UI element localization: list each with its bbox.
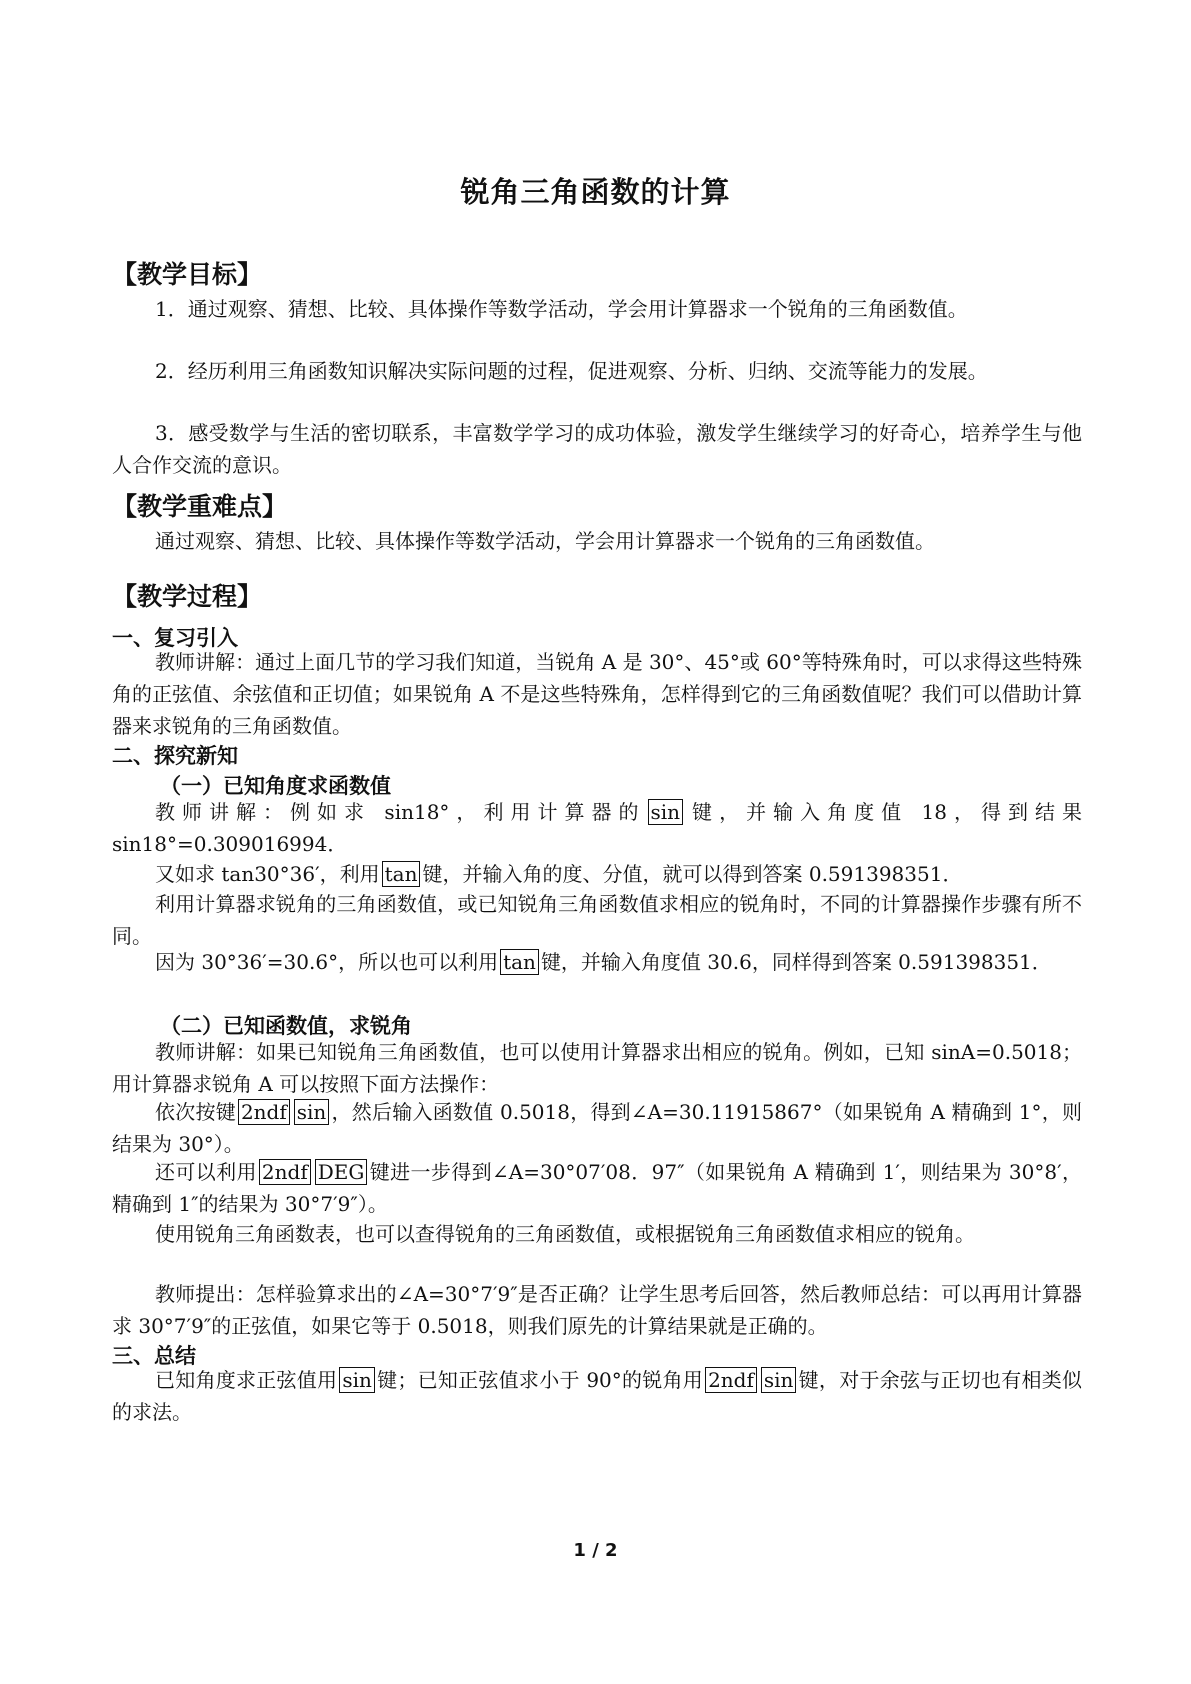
part1-text: 教师讲解：通过上面几节的学习我们知道，当锐角 A 是 30°、45°或 60°等特殊角时，可以求得这些特殊角的正弦值、余弦值和正切值；如果锐角 A 不是这些特殊角，怎样得到它的三角函数值呢？我们可以借助计算器来求锐角的三角函数值。 bbox=[112, 650, 1082, 738]
sub2-p2-text-a: 依次按键 bbox=[155, 1100, 236, 1124]
tan-key: tan bbox=[382, 861, 421, 887]
sub2-p3-text-a: 还可以利用 bbox=[155, 1160, 257, 1184]
sub2-p3-text-b: 键进一步得到∠A=30°07′08．97″（如果锐角 A 精确到 1′，则结果为 30°8′，精确到 1″的结果为 30°7′9″）。 bbox=[112, 1160, 1082, 1216]
sin-key: sin bbox=[648, 799, 684, 825]
page-number: 1 / 2 bbox=[573, 1540, 618, 1561]
process-heading: 【教学过程】 bbox=[112, 582, 263, 611]
sub1-p2-text-a: 又如求 tan30°36′，利用 bbox=[155, 862, 380, 886]
keypoints-text: 通过观察、猜想、比较、具体操作等数学活动，学会用计算器求一个锐角的三角函数值。 bbox=[155, 529, 935, 553]
sub1-p2-text-b: 键，并输入角的度、分值，就可以得到答案 0.591398351． bbox=[422, 862, 963, 886]
sin-key: sin bbox=[339, 1367, 375, 1393]
summary-text-c: 键，对于余弦与正切也有相类似的求法。 bbox=[112, 1368, 1083, 1424]
sub2-paragraph-4: 使用锐角三角函数表，也可以查得锐角的三角函数值，或根据锐角三角函数值求相应的锐角。 bbox=[155, 1222, 975, 1246]
sub1-paragraph-2 bbox=[112, 858, 1082, 890]
keypoints-heading: 【教学重难点】 bbox=[112, 492, 288, 521]
deg-key: DEG bbox=[315, 1159, 368, 1185]
objective-item-2: 2．经历利用三角函数知识解决实际问题的过程，促进观察、分析、归纳、交流等能力的发展。 bbox=[155, 359, 988, 383]
sub2-paragraph-5: 教师提出：怎样验算求出的∠A=30°7′9″是否正确？让学生思考后回答，然后教师总结：可以再用计算器求 30°7′9″的正弦值，如果它等于 0.5018，则我们原先的计算结果就是正确的。 bbox=[112, 1282, 1082, 1338]
sub2-p2-text-b: ，然后输入函数值 0.5018，得到∠A=30.11915867°（如果锐角 A 精确到 1°，则结果为 30°）。 bbox=[112, 1100, 1082, 1156]
sub1-p4-text-b: 键，并输入角度值 30.6，同样得到答案 0.591398351． bbox=[540, 950, 1052, 974]
sub1-p1-text-b: 键，并输入角度值 18，得到结果 sin18°=0.309016994． bbox=[112, 800, 1082, 856]
sub1-p4-text-a: 因为 30°36′=30.6°，所以也可以利用 bbox=[155, 950, 499, 974]
tan-key: tan bbox=[500, 949, 539, 975]
page-title: 锐角三角函数的计算 bbox=[460, 175, 731, 209]
sub1-paragraph-4 bbox=[112, 946, 1082, 978]
sub2-heading: （二）已知函数值，求锐角 bbox=[160, 1014, 412, 1038]
summary-text-b: 键；已知正弦值求小于 90°的锐角用 bbox=[376, 1368, 704, 1392]
sub1-paragraph-1 bbox=[112, 796, 1082, 860]
sub2-paragraph-2 bbox=[112, 1096, 1082, 1160]
part1-heading: 一、复习引入 bbox=[112, 626, 238, 650]
sub1-heading: （一）已知角度求函数值 bbox=[160, 774, 391, 798]
second-function-key: 2ndf bbox=[259, 1159, 311, 1185]
sub2-paragraph-1: 教师讲解：如果已知锐角三角函数值，也可以使用计算器求出相应的锐角。例如，已知 sinA=0.5018；用计算器求锐角 A 可以按照下面方法操作： bbox=[112, 1040, 1082, 1096]
sub2-paragraph-3 bbox=[112, 1156, 1082, 1220]
sub1-paragraph-3: 利用计算器求锐角的三角函数值，或已知锐角三角函数值求相应的锐角时，不同的计算器操作步骤有所不同。 bbox=[112, 892, 1082, 948]
sub1-p1-text-a: 教师讲解：例如求 sin18°，利用计算器的 bbox=[155, 800, 646, 824]
second-function-key: 2ndf bbox=[238, 1099, 290, 1125]
summary-text-a: 已知角度求正弦值用 bbox=[155, 1368, 338, 1392]
objective-item-3: 3．感受数学与生活的密切联系，丰富数学学习的成功体验，激发学生继续学习的好奇心，培养学生与他人合作交流的意识。 bbox=[112, 421, 1082, 477]
part2-heading: 二、探究新知 bbox=[112, 744, 238, 768]
summary-paragraph bbox=[112, 1364, 1082, 1428]
objective-item-1: 1．通过观察、猜想、比较、具体操作等数学活动，学会用计算器求一个锐角的三角函数值。 bbox=[155, 297, 968, 321]
second-function-key: 2ndf bbox=[705, 1367, 757, 1393]
part3-heading: 三、总结 bbox=[112, 1344, 196, 1368]
sin-key: sin bbox=[294, 1099, 330, 1125]
sin-key: sin bbox=[761, 1367, 797, 1393]
objectives-heading: 【教学目标】 bbox=[112, 260, 263, 289]
